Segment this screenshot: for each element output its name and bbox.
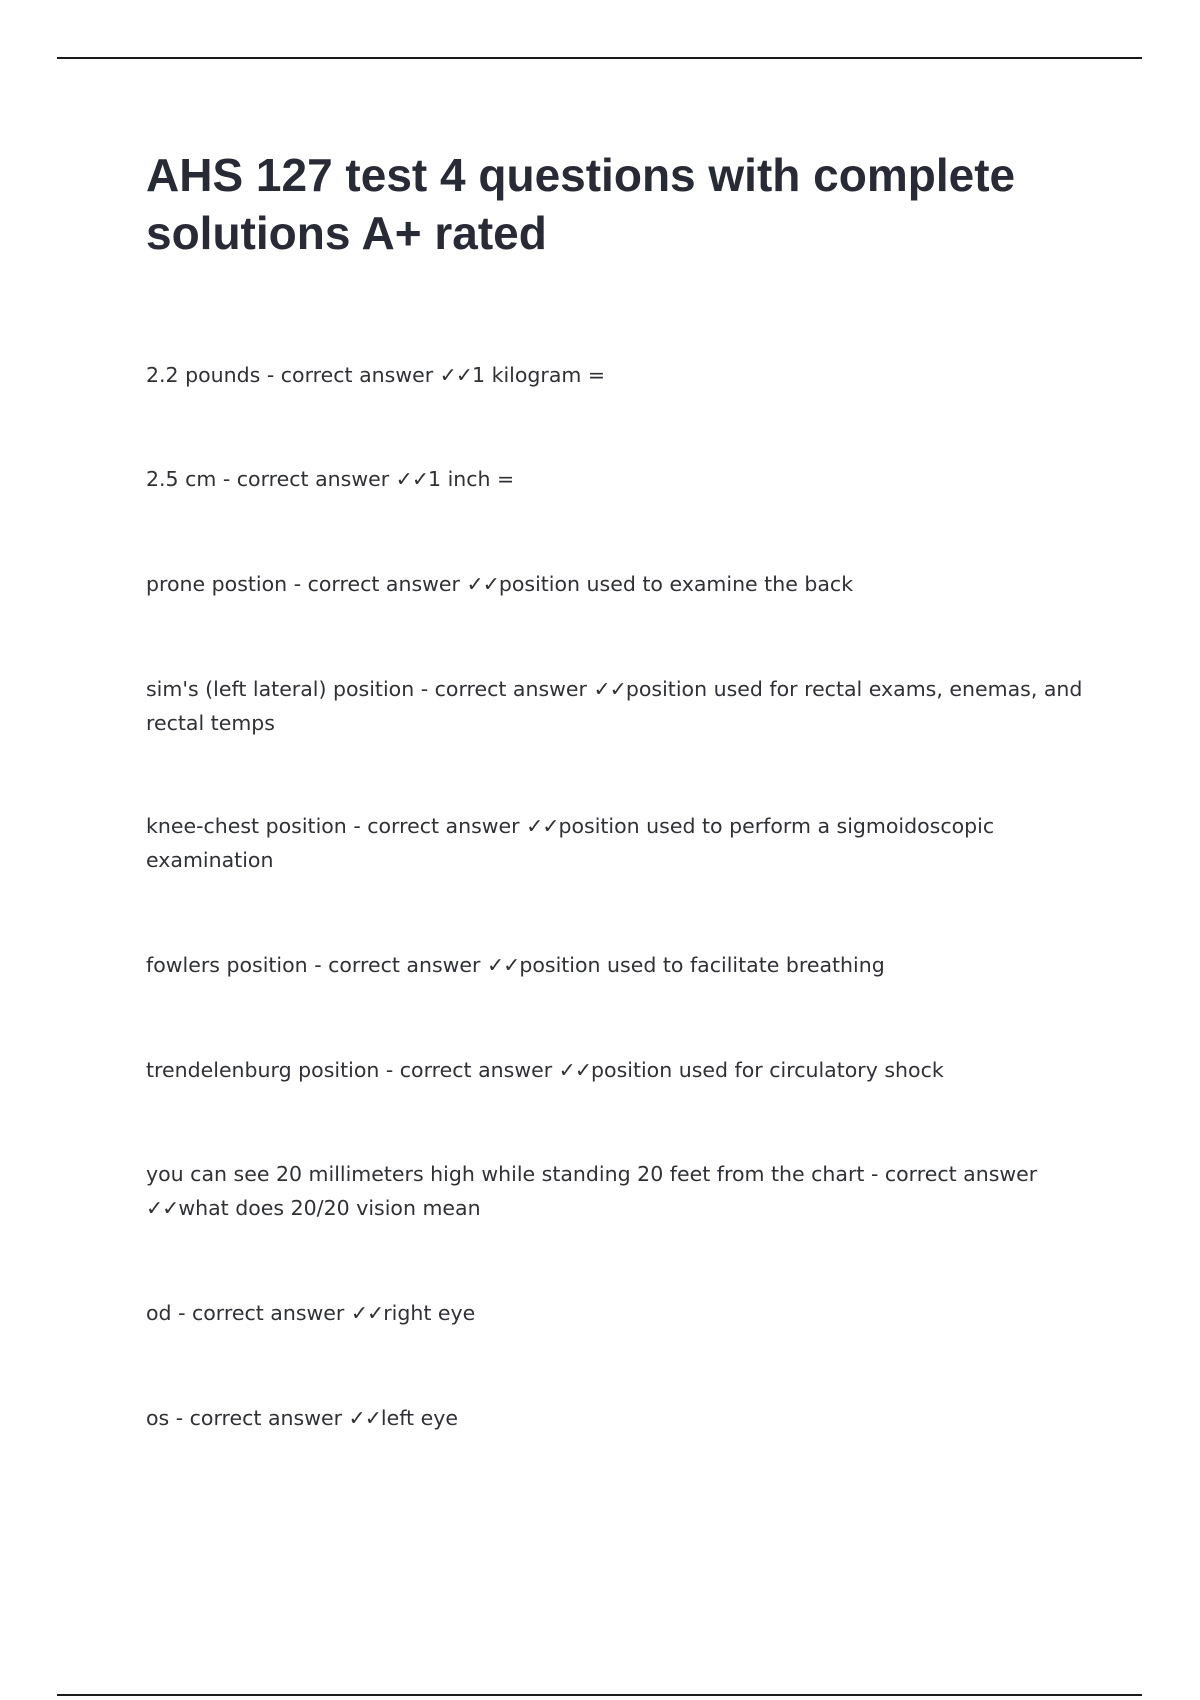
bottom-rule [57,1694,1142,1696]
qa-separator: - correct answer [346,814,527,838]
qa-definition: position used to examine the back [498,572,854,596]
double-check-icon: ✓✓ [558,1058,592,1082]
qa-definition: 1 kilogram = [472,363,606,387]
double-check-icon: ✓✓ [593,677,626,701]
qa-definition: position used for circulatory shock [591,1058,944,1082]
qa-definition: 1 inch = [428,467,515,491]
double-check-icon: ✓✓ [146,1196,179,1220]
double-check-icon: ✓✓ [395,467,429,491]
qa-separator: - correct answer [379,1058,559,1082]
qa-term: od [146,1301,172,1325]
qa-term: fowlers position [146,953,308,977]
qa-term: os [146,1406,170,1430]
qa-separator: - correct answer [216,467,396,491]
qa-term: 2.5 cm [146,467,217,491]
qa-item [146,567,1096,601]
qa-separator: - correct answer [414,677,594,701]
qa-definition: what does 20/20 vision mean [178,1196,481,1220]
qa-item [146,948,1096,982]
qa-definition: position used for rectal exams, enemas, and rectal temps [146,677,1083,735]
qa-separator: - correct answer [171,1301,351,1325]
qa-item [146,809,1096,877]
double-check-icon: ✓✓ [486,953,520,977]
double-check-icon: ✓✓ [466,572,499,596]
document-title: AHS 127 test 4 questions with complete solutions A+ rated [146,149,1016,259]
qa-separator: - correct answer [169,1406,349,1430]
qa-definition: position used to perform a sigmoidoscopic examination [146,814,995,872]
qa-separator: - correct answer [864,1162,1038,1186]
qa-term: sim's (left lateral) position [146,677,415,701]
qa-item [146,672,1096,740]
qa-separator: - correct answer [287,572,467,596]
qa-item [146,1053,1096,1087]
qa-separator: - correct answer [307,953,487,977]
qa-definition: right eye [383,1301,476,1325]
qa-term: trendelenburg position [146,1058,380,1082]
double-check-icon: ✓✓ [526,814,559,838]
qa-item [146,462,1096,496]
qa-definition: position used to facilitate breathing [519,953,885,977]
double-check-icon: ✓✓ [439,363,473,387]
qa-term: 2.2 pounds [146,363,261,387]
qa-term: prone postion [146,572,288,596]
qa-item [146,1157,1096,1225]
qa-item [146,358,1096,392]
double-check-icon: ✓✓ [350,1301,384,1325]
qa-item [146,1401,1096,1435]
double-check-icon: ✓✓ [348,1406,381,1430]
qa-item [146,1296,1096,1330]
qa-separator: - correct answer [260,363,440,387]
top-rule [57,57,1142,59]
qa-term: you can see 20 millimeters high while standing 20 feet from the chart [146,1162,865,1186]
qa-term: knee-chest position [146,814,347,838]
qa-definition: left eye [380,1406,458,1430]
